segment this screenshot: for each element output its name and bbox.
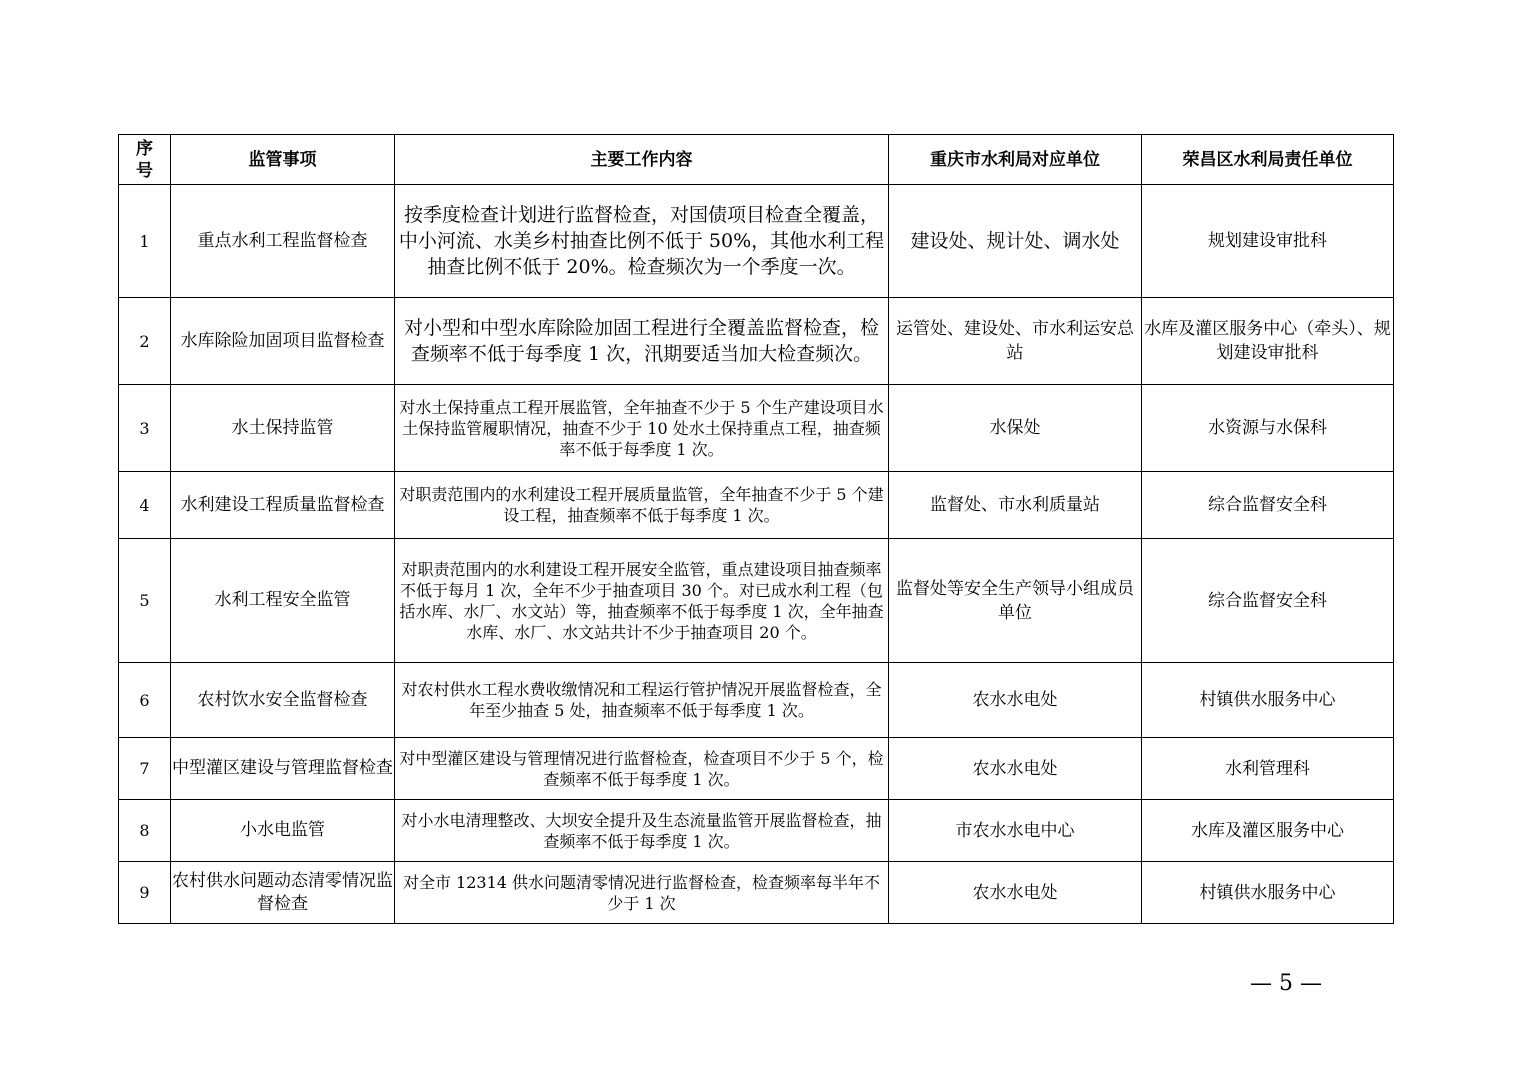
row-district-unit: 综合监督安全科: [1142, 539, 1394, 663]
table-row: [119, 663, 1394, 738]
row-city-unit: 农水水电处: [889, 663, 1142, 738]
row-item: 小水电监管: [171, 800, 395, 862]
header-content: 主要工作内容: [395, 135, 889, 185]
row-content: 对小水电清理整改、大坝安全提升及生态流量监管开展监督检查，抽查频率不低于每季度 1 次。: [395, 800, 889, 862]
row-index: 6: [119, 663, 171, 738]
table-row: [119, 862, 1394, 924]
row-item: 农村饮水安全监督检查: [171, 663, 395, 738]
table-row: [119, 472, 1394, 539]
table-row: [119, 385, 1394, 472]
table-row: [119, 738, 1394, 800]
table-header-row: [119, 135, 1394, 185]
header-city-unit: 重庆市水利局对应单位: [889, 135, 1142, 185]
row-district-unit: 村镇供水服务中心: [1142, 862, 1394, 924]
row-district-unit: 水利管理科: [1142, 738, 1394, 800]
row-index: 9: [119, 862, 171, 924]
row-index: 5: [119, 539, 171, 663]
table-row: [119, 185, 1394, 298]
row-content: 对职责范围内的水利建设工程开展质量监管，全年抽查不少于 5 个建设工程，抽查频率不低于每季度 1 次。: [395, 472, 889, 539]
table-row: [119, 539, 1394, 663]
row-content: 对全市 12314 供水问题清零情况进行监督检查，检查频率每半年不少于 1 次: [395, 862, 889, 924]
table-row: [119, 298, 1394, 385]
row-item: 农村供水问题动态清零情况监督检查: [171, 862, 395, 924]
row-district-unit: 水库及灌区服务中心（牵头）、规划建设审批科: [1142, 298, 1394, 385]
table-row: [119, 800, 1394, 862]
row-district-unit: 综合监督安全科: [1142, 472, 1394, 539]
row-city-unit: 市农水水电中心: [889, 800, 1142, 862]
row-index: 7: [119, 738, 171, 800]
row-item: 水土保持监管: [171, 385, 395, 472]
row-item: 水利建设工程质量监督检查: [171, 472, 395, 539]
supervision-table: [118, 134, 1394, 924]
row-index: 2: [119, 298, 171, 385]
row-content: 对职责范围内的水利建设工程开展安全监管，重点建设项目抽查频率不低于每月 1 次，全年不少于抽查项目 30 个。对已成水利工程（包括水库、水厂、水文站）等，抽查频率不低于每季度 1 次，全年抽查水库、水厂、水文站共计不少于抽查项目 20 个。: [395, 539, 889, 663]
row-city-unit: 水保处: [889, 385, 1142, 472]
row-index: 8: [119, 800, 171, 862]
row-district-unit: 水资源与水保科: [1142, 385, 1394, 472]
header-item: 监管事项: [171, 135, 395, 185]
row-index: 4: [119, 472, 171, 539]
row-item: 中型灌区建设与管理监督检查: [171, 738, 395, 800]
row-city-unit: 监督处、市水利质量站: [889, 472, 1142, 539]
row-index: 1: [119, 185, 171, 298]
page-number: — 5 —: [1250, 971, 1322, 996]
row-district-unit: 水库及灌区服务中心: [1142, 800, 1394, 862]
row-content: 对水土保持重点工程开展监管，全年抽查不少于 5 个生产建设项目水土保持监管履职情况，抽查不少于 10 处水土保持重点工程，抽查频率不低于每季度 1 次。: [395, 385, 889, 472]
row-item: 水库除险加固项目监督检查: [171, 298, 395, 385]
row-city-unit: 运管处、建设处、市水利运安总站: [889, 298, 1142, 385]
row-content: 对中型灌区建设与管理情况进行监督检查，检查项目不少于 5 个，检查频率不低于每季度 1 次。: [395, 738, 889, 800]
row-item: 水利工程安全监管: [171, 539, 395, 663]
row-district-unit: 村镇供水服务中心: [1142, 663, 1394, 738]
row-city-unit: 建设处、规计处、调水处: [889, 185, 1142, 298]
header-index: 序号: [119, 135, 171, 185]
row-item: 重点水利工程监督检查: [171, 185, 395, 298]
header-district-unit: 荣昌区水利局责任单位: [1142, 135, 1394, 185]
row-content: 对农村供水工程水费收缴情况和工程运行管护情况开展监督检查，全年至少抽查 5 处，抽查频率不低于每季度 1 次。: [395, 663, 889, 738]
row-district-unit: 规划建设审批科: [1142, 185, 1394, 298]
row-city-unit: 农水水电处: [889, 738, 1142, 800]
row-content: 按季度检查计划进行监督检查，对国债项目检查全覆盖，中小河流、水美乡村抽查比例不低于 50%，其他水利工程抽查比例不低于 20%。检查频次为一个季度一次。: [395, 185, 889, 298]
row-index: 3: [119, 385, 171, 472]
row-content: 对小型和中型水库除险加固工程进行全覆盖监督检查，检查频率不低于每季度 1 次，汛期要适当加大检查频次。: [395, 298, 889, 385]
row-city-unit: 监督处等安全生产领导小组成员单位: [889, 539, 1142, 663]
row-city-unit: 农水水电处: [889, 862, 1142, 924]
